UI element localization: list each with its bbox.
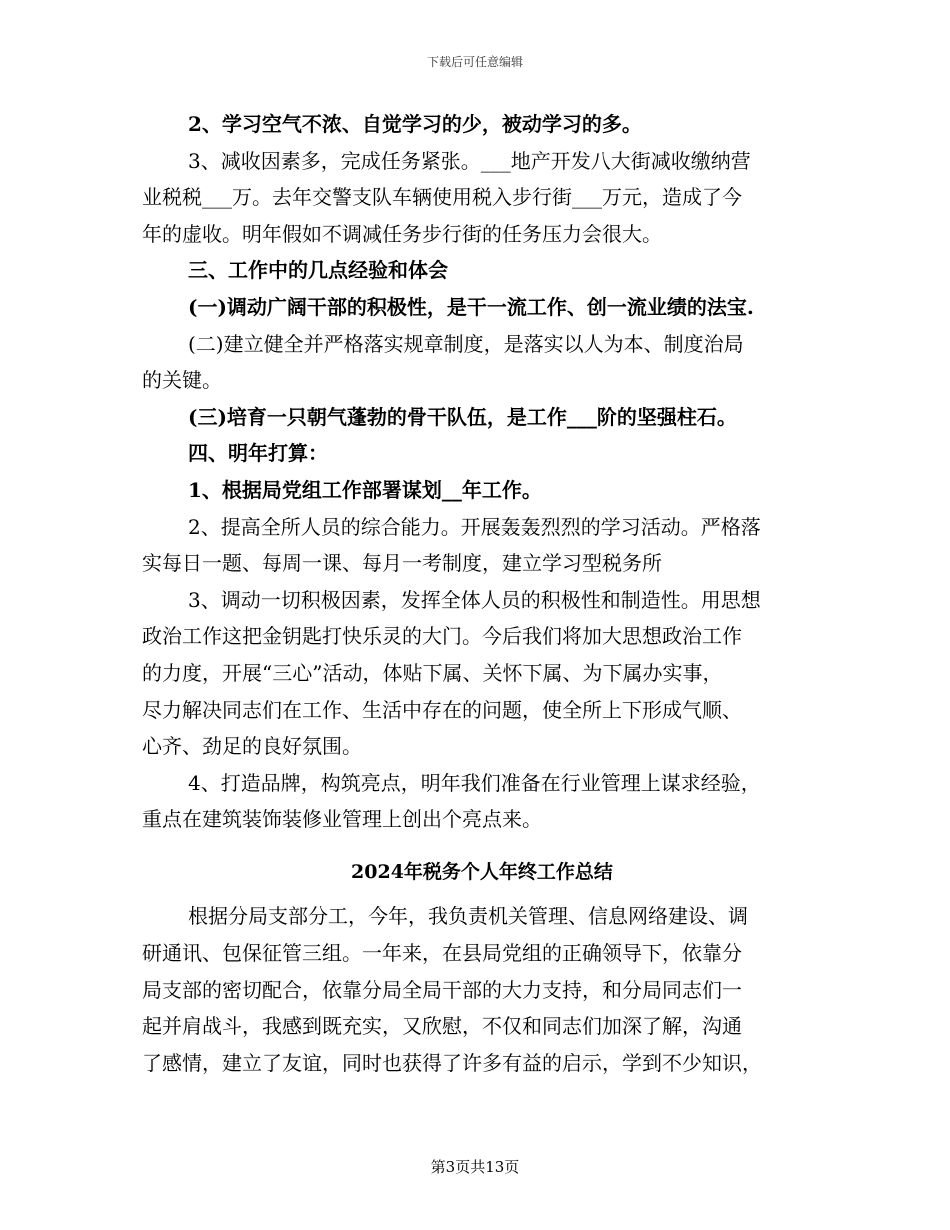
text-line: 研通讯、包保征管三组。一年来，在县局党组的正确领导下，依靠分	[142, 941, 742, 966]
section-heading: 三、工作中的几点经验和体会	[188, 258, 448, 283]
text-line: 2、学习空气不浓、自觉学习的少，被动学习的多。	[188, 112, 642, 136]
text-line: 根据分局支部分工，今年，我负责机关管理、信息网络建设、调	[188, 904, 748, 929]
text-line: (二)建立健全并严格落实规章制度，是落实以人为本、制度治局	[188, 331, 744, 356]
text-line: 实每日一题、每周一课、每月一考制度，建立学习型税务所	[142, 551, 662, 576]
text-line: 4、打造品牌，构筑亮点，明年我们准备在行业管理上谋求经验，	[188, 770, 761, 795]
text-line: 的力度，开展“三心”活动，体贴下属、关怀下属、为下属办实事，	[142, 660, 723, 685]
text-line: 政治工作这把金钥匙打快乐灵的大门。今后我们将加大思想政治工作	[142, 624, 742, 649]
text-line: (三)培育一只朝气蓬勃的骨干队伍，是工作___阶的坚强柱石。	[188, 404, 737, 429]
section-heading: 四、明年打算：	[188, 441, 328, 466]
text-line: 尽力解决同志们在工作、生活中存在的问题，使全所上下形成气顺、	[142, 697, 742, 722]
text-line: 了感情，建立了友谊，同时也获得了许多有益的启示，学到不少知识，	[142, 1050, 762, 1075]
text-line: 局支部的密切配合，依靠分局全局干部的大力支持，和分局同志们一	[142, 977, 742, 1002]
text-line: 心齐、劲足的良好氛围。	[142, 734, 362, 759]
text-line: 起并肩战斗，我感到既充实，又欣慰，不仅和同志们加深了解，沟通	[142, 1014, 742, 1039]
document-body	[142, 106, 822, 1081]
page-number: 第3页共13页	[430, 1158, 520, 1176]
text-line: 1、根据局党组工作部署谋划__年工作。	[188, 477, 542, 502]
text-line: 的关键。	[142, 368, 222, 393]
text-line: 年的虚收。明年假如不调减任务步行街的任务压力会很大。	[142, 221, 662, 246]
text-line: 3、调动一切积极因素，发挥全体人员的积极性和制造性。用思想	[188, 587, 761, 612]
text-line: 业税税___万。去年交警支队车辆使用税入步行街___万元，造成了今	[142, 185, 742, 210]
text-line: (一)调动广阔干部的积极性，是干一流工作、创一流业绩的法宝.	[188, 294, 754, 319]
text-line: 重点在建筑装饰装修业管理上创出个亮点来。	[142, 807, 542, 832]
text-line: 3、减收因素多，完成任务紧张。___地产开发八大街减收缴纳营	[188, 148, 751, 173]
document-title: 2024年税务个人年终工作总结	[351, 860, 613, 883]
header-note: 下载后可任意编辑	[426, 55, 523, 69]
text-line: 2、提高全所人员的综合能力。开展轰轰烈烈的学习活动。严格落	[188, 514, 761, 539]
